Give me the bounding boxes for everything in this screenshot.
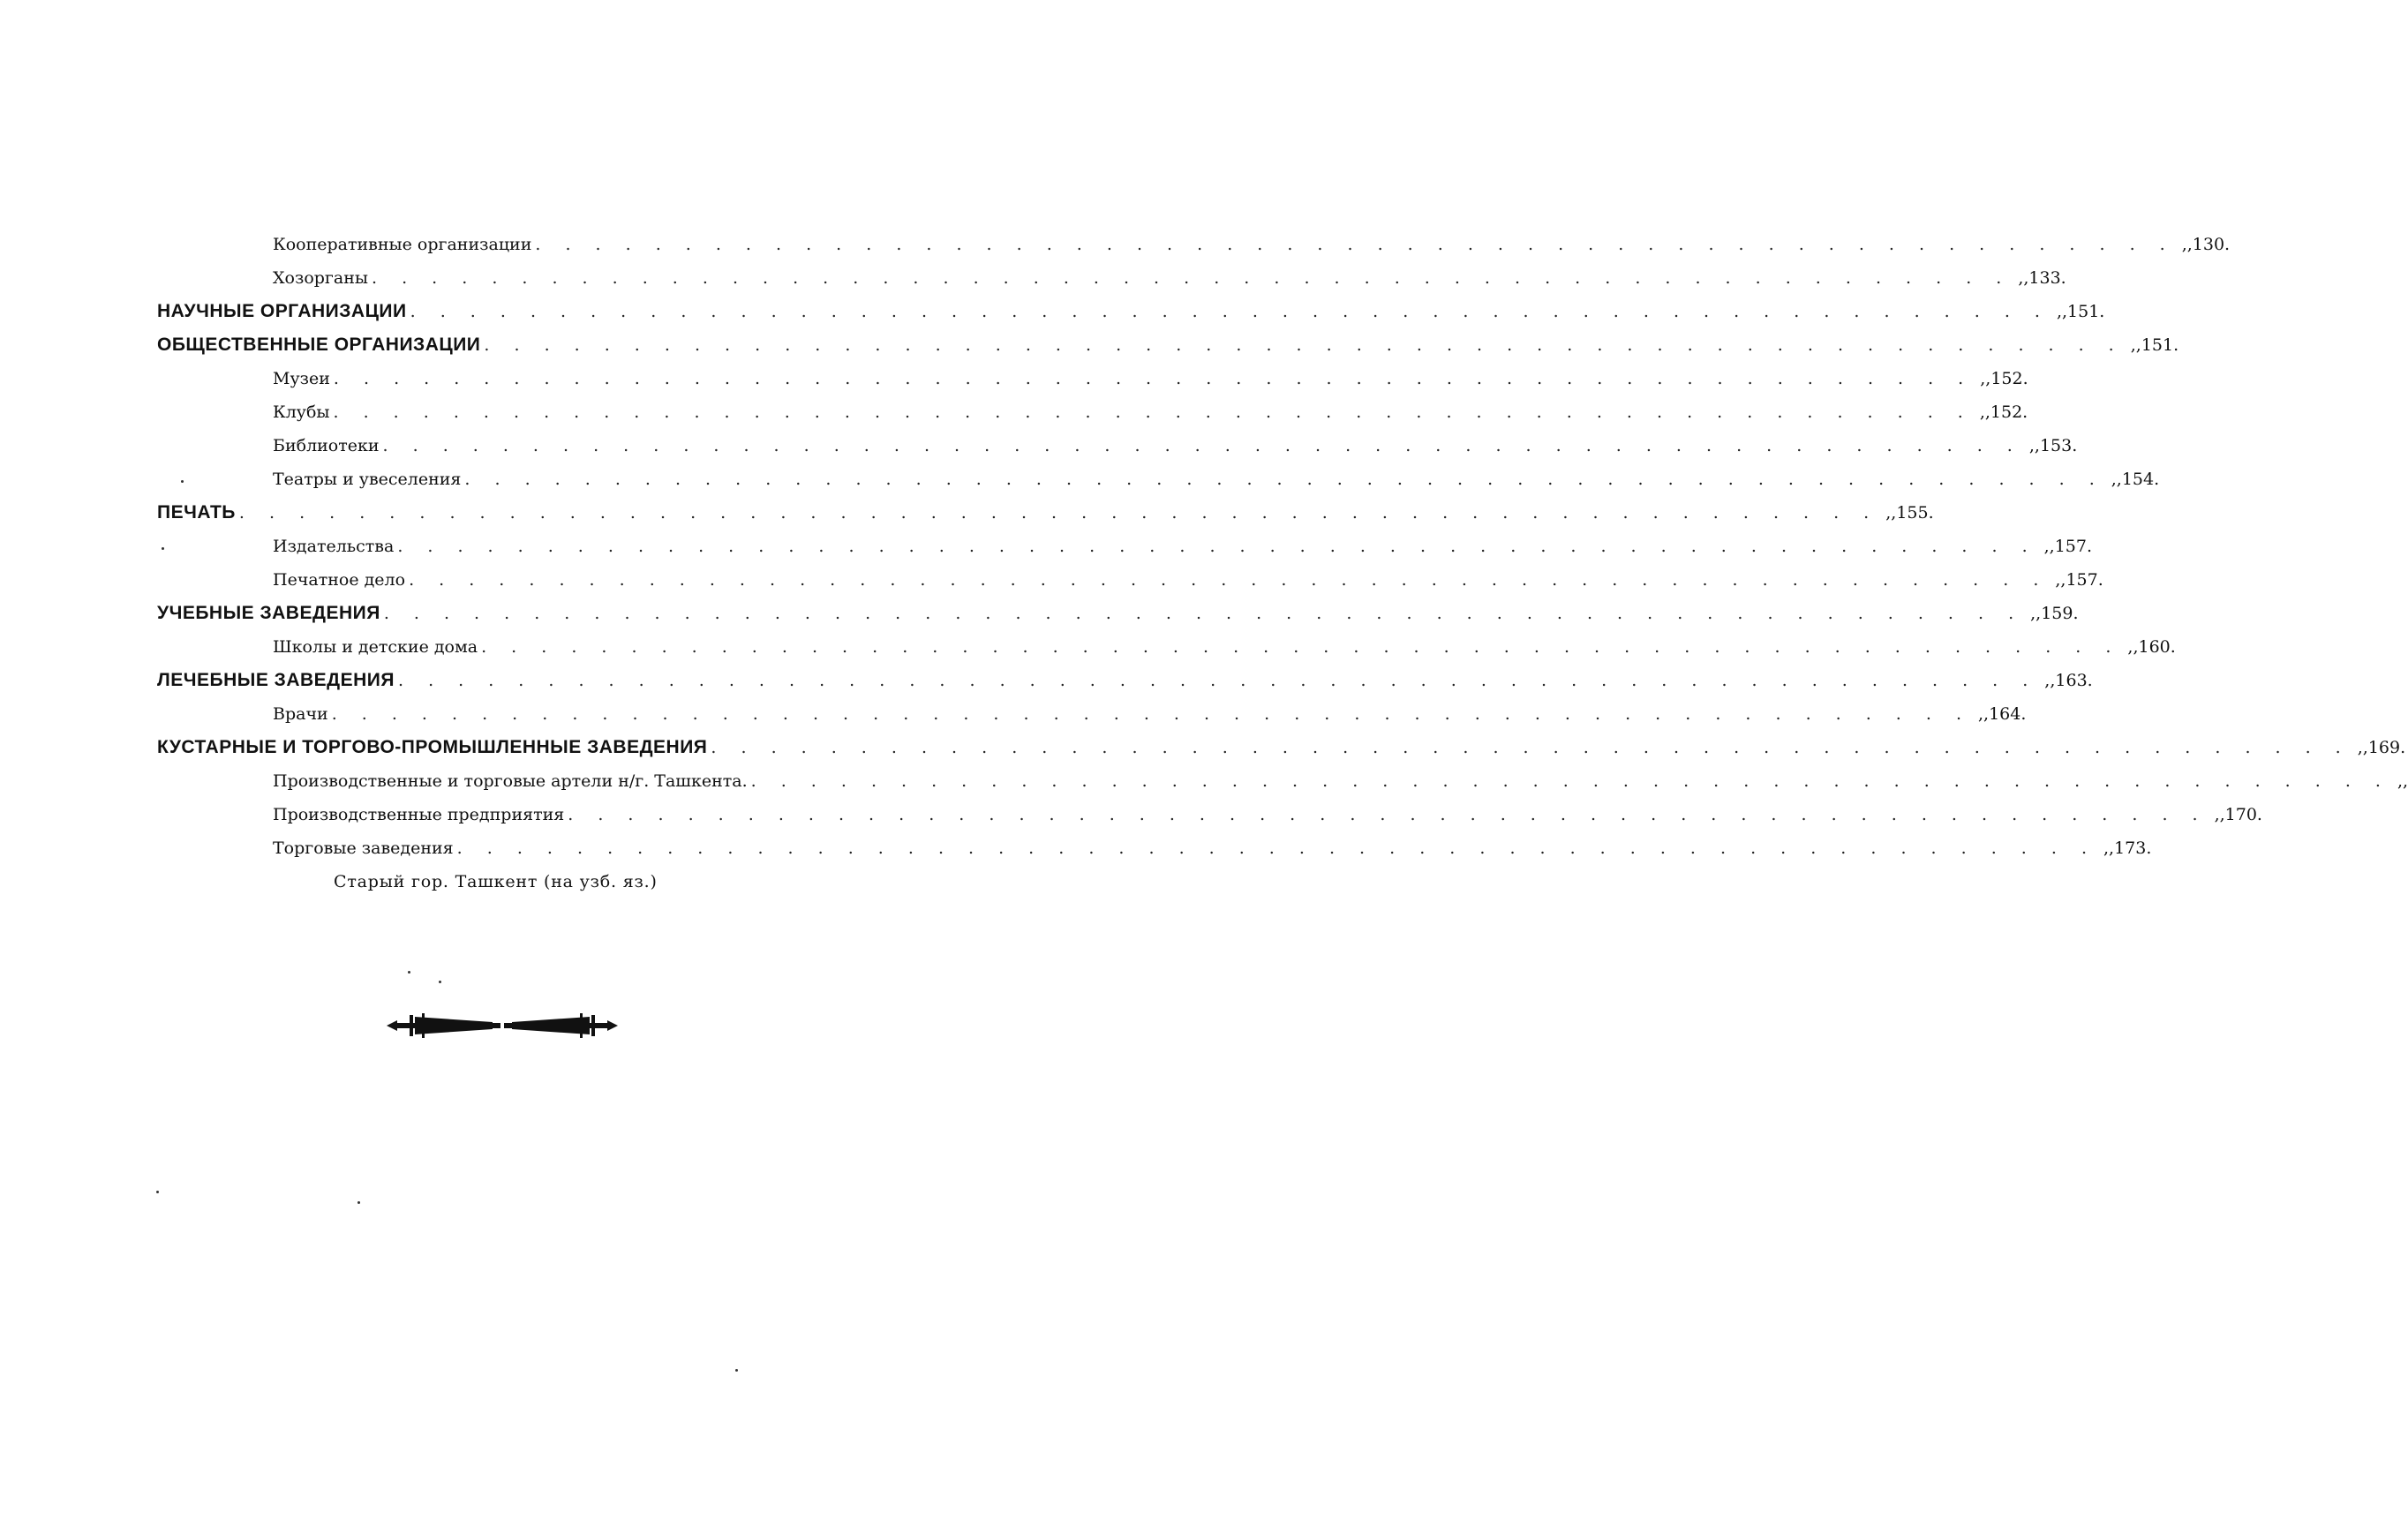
toc-label: КУСТАРНЫЕ И ТОРГОВО-ПРОМЫШЛЕННЫЕ ЗАВЕДЕНИЯ <box>157 737 708 757</box>
dot-leader: . . . . . . . . . . . . . . . . . . . . . . . . . . . . . . . . . . . . . . . . . . . . . . . . . . . . . . . <box>410 302 2050 321</box>
ditto-mark: ,, <box>2397 771 2408 791</box>
toc-label: Производственные предприятия <box>273 805 565 824</box>
speck <box>408 971 410 974</box>
toc-label-wrap <box>157 462 2104 496</box>
ditto-mark: ,, <box>2044 671 2056 690</box>
toc-label: Клубы <box>273 402 330 422</box>
toc-entry <box>157 563 2103 597</box>
page-number: 157. <box>2066 570 2103 590</box>
table-of-contents <box>157 228 2408 865</box>
dot-leader: . . . . . . . . . . . . . . . . . . . . . . . . . . . . . . . . . . . . . . . . . . . . . . . . . . . . . . . <box>383 604 2024 623</box>
ditto-mark: ,, <box>1979 402 1990 422</box>
toc-entry <box>157 530 2093 563</box>
dot-leader: . . . . . . . . . . . . . . . . . . . . . . . . . . . . . . . . . . . . . . . . . . . . . . . . . . . . . . . <box>750 771 2390 791</box>
dot-leader: . . . . . . . . . . . . . . . . . . . . . . . . . . . . . . . . . . . . . . . . . . . . . . . . . . . . . . . <box>238 503 1879 523</box>
toc-label: Музеи <box>273 369 330 388</box>
toc-entry <box>157 261 2066 295</box>
toc-entry <box>157 228 2231 261</box>
toc-label: Кооперативные организации <box>273 235 532 254</box>
page-number: 164. <box>1989 704 2027 724</box>
speck <box>439 981 441 983</box>
toc-label-wrap <box>157 697 1971 731</box>
ditto-mark: ,, <box>2056 302 2068 321</box>
toc-label: Библиотеки <box>273 436 380 455</box>
toc-label-wrap <box>157 597 2023 630</box>
dot-leader: . . . . . . . . . . . . . . . . . . . . . . . . . . . . . . . . . . . . . . . . . . . . . . . . . . . . . . . <box>331 704 1971 724</box>
toc-label: Издательства <box>273 537 395 556</box>
toc-label: Хозорганы <box>273 268 368 288</box>
toc-section-heading <box>157 731 2406 764</box>
ditto-mark: ,, <box>1980 369 1991 388</box>
toc-section-heading <box>157 597 2079 630</box>
toc-entry <box>157 630 2176 664</box>
toc-section-heading <box>157 664 2093 697</box>
page-number: 151. <box>2067 302 2105 321</box>
dot-leader: . . . . . . . . . . . . . . . . . . . . . . . . . . . . . . . . . . . . . . . . . . . . . . . . . . . . . . . <box>484 335 2124 355</box>
ditto-mark: ,, <box>2030 604 2042 623</box>
toc-label-wrap <box>157 395 1973 429</box>
toc-label-wrap <box>157 261 2011 295</box>
dot-leader: . . . . . . . . . . . . . . . . . . . . . . . . . . . . . . . . . . . . . . . . . . . . . . . . . . . . . . . <box>333 402 1973 422</box>
ditto-mark: ,, <box>2127 637 2139 657</box>
toc-entry <box>157 462 2160 496</box>
toc-section-heading <box>157 328 2179 362</box>
toc-label: Школы и детские дома <box>273 637 478 657</box>
page-number: 157. <box>2054 537 2093 556</box>
ditto-mark: ,, <box>2181 235 2193 254</box>
dot-leader: . . . . . . . . . . . . . . . . . . . . . . . . . . . . . . . . . . . . . . . . . . . . . . . . . . . . . . . <box>568 805 2208 824</box>
toc-label-wrap <box>157 328 2124 362</box>
toc-entry <box>157 395 2028 429</box>
page-number: 153. <box>2039 436 2078 455</box>
ditto-mark: ,, <box>1978 704 1990 724</box>
toc-note: Старый гор. Ташкент (на узб. яз.) <box>334 872 658 891</box>
page-number: 160. <box>2138 637 2176 657</box>
speck <box>156 1191 159 1193</box>
dot-leader: . . . . . . . . . . . . . . . . . . . . . . . . . . . . . . . . . . . . . . . . . . . . . . . . . . . . . . . <box>382 436 2022 455</box>
toc-entry <box>157 697 2027 731</box>
ditto-mark: ,, <box>2111 470 2122 489</box>
page-number: 169. <box>2367 738 2406 757</box>
toc-label: НАУЧНЫЕ ОРГАНИЗАЦИИ <box>157 301 407 321</box>
toc-entry <box>157 362 2028 395</box>
toc-label-wrap <box>157 228 2175 261</box>
dot-leader: . . . . . . . . . . . . . . . . . . . . . . . . . . . . . . . . . . . . . . . . . . . . . . . . . . . . . . . <box>481 637 2121 657</box>
ditto-mark: ,, <box>2028 436 2040 455</box>
toc-entry <box>157 831 2152 865</box>
dot-leader: . . . . . . . . . . . . . . . . . . . . . . . . . . . . . . . . . . . . . . . . . . . . . . . . . . . . . . . <box>711 738 2351 757</box>
page-number: 151. <box>2141 335 2179 355</box>
end-ornament <box>387 1006 618 1045</box>
dot-leader: . . . . . . . . . . . . . . . . . . . . . . . . . . . . . . . . . . . . . . . . . . . . . . . . . . . . . . . <box>535 235 2175 254</box>
toc-label-wrap <box>157 496 1878 530</box>
ditto-mark: ,, <box>2130 335 2141 355</box>
toc-entry <box>157 429 2078 462</box>
toc-label-wrap <box>157 563 2048 597</box>
toc-label: ЛЕЧЕБНЫЕ ЗАВЕДЕНИЯ <box>157 670 395 690</box>
toc-label-wrap <box>157 429 2022 462</box>
toc-label: ПЕЧАТЬ <box>157 502 236 523</box>
dot-leader: . . . . . . . . . . . . . . . . . . . . . . . . . . . . . . . . . . . . . . . . . . . . . . . . . . . . . . . <box>397 537 2037 556</box>
toc-label-wrap <box>157 530 2037 563</box>
speck <box>357 1201 360 1204</box>
toc-label-wrap <box>157 362 1973 395</box>
page-number: 159. <box>2041 604 2079 623</box>
ditto-mark: ,, <box>2103 838 2115 858</box>
ditto-mark: ,, <box>2043 537 2055 556</box>
page-number: 133. <box>2028 268 2066 288</box>
toc-label-wrap <box>157 731 2351 764</box>
toc-entry <box>157 764 2408 798</box>
dot-leader: . . . . . . . . . . . . . . . . . . . . . . . . . . . . . . . . . . . . . . . . . . . . . . . . . . . . . . . <box>464 470 2104 489</box>
dot-leader: . . . . . . . . . . . . . . . . . . . . . . . . . . . . . . . . . . . . . . . . . . . . . . . . . . . . . . . <box>409 570 2049 590</box>
toc-section-heading <box>157 496 1934 530</box>
toc-label-wrap <box>157 831 2096 865</box>
toc-entry <box>157 798 2262 831</box>
toc-label-wrap <box>157 630 2120 664</box>
dot-leader: . . . . . . . . . . . . . . . . . . . . . . . . . . . . . . . . . . . . . . . . . . . . . . . . . . . . . . . <box>397 671 2038 690</box>
toc-label: УЧЕБНЫЕ ЗАВЕДЕНИЯ <box>157 603 380 623</box>
page-number: 154. <box>2121 470 2160 489</box>
page-number: 152. <box>1990 402 2028 422</box>
toc-label: ОБЩЕСТВЕННЫЕ ОРГАНИЗАЦИИ <box>157 335 481 355</box>
ditto-mark: ,, <box>2214 805 2225 824</box>
toc-label-wrap <box>157 664 2037 697</box>
page-number: 155. <box>1896 503 1934 523</box>
toc-label: Печатное дело <box>273 570 406 590</box>
ditto-mark: ,, <box>2357 738 2368 757</box>
page-number: 170. <box>2224 805 2262 824</box>
toc-label: Торговые заведения <box>273 838 454 858</box>
toc-label-wrap <box>157 798 2208 831</box>
toc-label: Производственные и торговые артели н/г. Ташкента. <box>273 771 748 791</box>
dot-leader: . . . . . . . . . . . . . . . . . . . . . . . . . . . . . . . . . . . . . . . . . . . . . . . . . . . . . . . <box>456 838 2096 858</box>
ditto-mark: ,, <box>1885 503 1897 523</box>
page-number: 163. <box>2055 671 2093 690</box>
dot-leader: . . . . . . . . . . . . . . . . . . . . . . . . . . . . . . . . . . . . . . . . . . . . . . . . . . . . . . . <box>333 369 1974 388</box>
page-number: 173. <box>2114 838 2152 858</box>
speck <box>181 480 184 483</box>
page-number: 152. <box>1990 369 2028 388</box>
ditto-mark: ,, <box>2018 268 2029 288</box>
toc-label: Врачи <box>273 704 328 724</box>
toc-section-heading <box>157 295 2105 328</box>
dot-leader: . . . . . . . . . . . . . . . . . . . . . . . . . . . . . . . . . . . . . . . . . . . . . . . . . . . . . . . <box>372 268 2012 288</box>
ditto-mark: ,, <box>2055 570 2066 590</box>
speck <box>162 547 164 550</box>
toc-label-wrap <box>157 764 2390 798</box>
page-number: 130. <box>2192 235 2231 254</box>
toc-label-wrap <box>157 295 2050 328</box>
speck <box>735 1369 738 1372</box>
toc-label: Театры и увеселения <box>273 470 462 489</box>
